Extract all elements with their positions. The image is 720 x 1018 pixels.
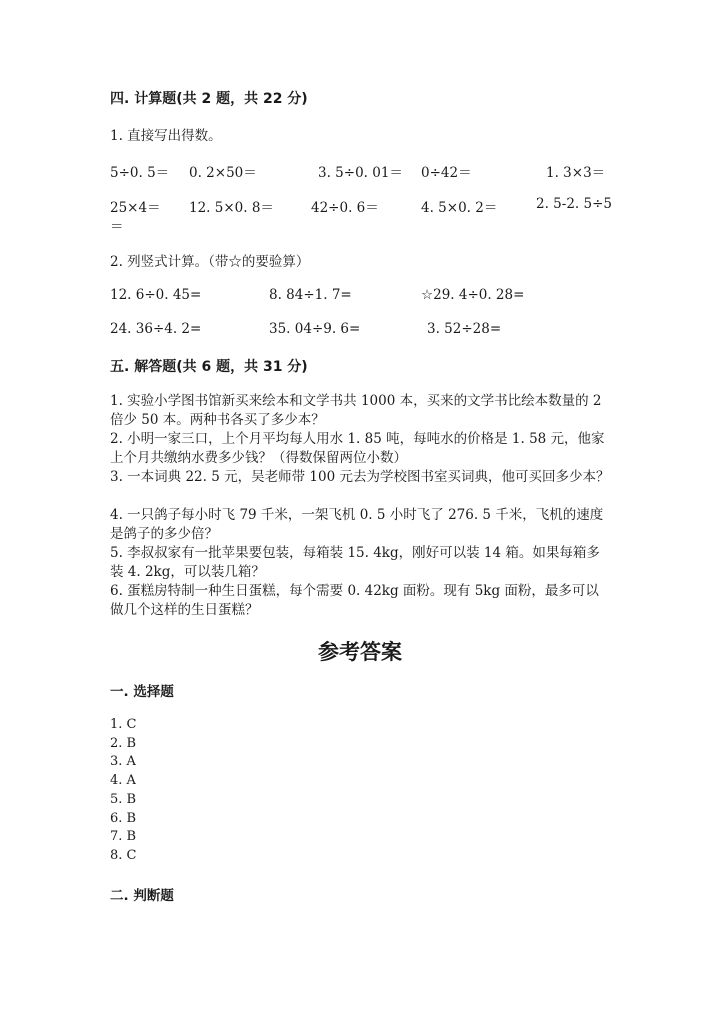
calc-item: 12. 5×0. 8＝ <box>189 200 274 216</box>
problem-item: 2. 小明一家三口，上个月平均每人用水 1. 85 吨，每吨水的价格是 1. 58 元，他家上个月共缴纳水费多少钱？（得数保留两位小数） <box>110 431 605 466</box>
calc-item: 35. 04÷9. 6= <box>269 321 361 337</box>
answer-item: 7. B <box>110 829 137 845</box>
calc-item: 24. 36÷4. 2= <box>110 321 202 337</box>
calc-item: 0. 2×50＝ <box>189 165 257 181</box>
calc-item: ☆29. 4÷0. 28= <box>421 287 525 303</box>
calc-item-wrap: ＝ <box>110 219 124 235</box>
answers-sec1-heading: 一. 选择题 <box>110 684 174 700</box>
calc-item: 3. 5÷0. 01＝ <box>318 165 403 181</box>
problem-item: 6. 蛋糕房特制一种生日蛋糕，每个需要 0. 42kg 面粉。现有 5kg 面粉，最多可以做几个这样的生日蛋糕？ <box>110 583 599 618</box>
answer-item: 2. B <box>110 735 137 751</box>
answer-item: 8. C <box>110 847 137 863</box>
calc-item: 4. 5×0. 2＝ <box>421 200 498 216</box>
calc-item: 42÷0. 6＝ <box>311 200 379 216</box>
section4-heading: 四. 计算题(共 2 题，共 22 分) <box>110 91 308 107</box>
answer-item: 4. A <box>110 773 136 789</box>
calc-item: 8. 84÷1. 7= <box>269 287 352 303</box>
answer-item: 1. C <box>110 717 137 732</box>
problem-item: 3. 一本词典 22. 5 元，吴老师带 100 元去为学校图书室买词典，他可买回多少本？ <box>110 469 610 485</box>
q2-title: 2. 列竖式计算。（带☆的要验算） <box>110 254 310 270</box>
calc-item: 25×4＝ <box>110 200 161 216</box>
calc-item: 0÷42＝ <box>421 165 472 181</box>
answer-list <box>110 716 136 866</box>
calc-item: 2. 5-2. 5÷5 <box>536 196 612 212</box>
calc-item: 1. 3×3＝ <box>546 165 606 181</box>
answers-sec2-heading: 二. 判断题 <box>110 888 174 904</box>
answer-item: 5. B <box>110 791 137 807</box>
answers-title: 参考答案 <box>318 640 402 664</box>
answer-item: 6. B <box>110 810 137 826</box>
problem-item: 1. 实验小学图书馆新买来绘本和文学书共 1000 本，买来的文学书比绘本数量的 2 倍少 50 本。两种书各买了多少本？ <box>110 393 602 428</box>
q1-title: 1. 直接写出得数。 <box>110 128 222 144</box>
calc-item: 3. 52÷28= <box>427 321 502 337</box>
calc-item: 12. 6÷0. 45= <box>110 287 202 303</box>
section5-heading: 五. 解答题(共 6 题，共 31 分) <box>110 359 308 375</box>
problem-item: 4. 一只鸽子每小时飞 79 千米，一架飞机 0. 5 小时飞了 276. 5 千米，飞机的速度是鸽子的多少倍？ <box>110 507 604 542</box>
problem-item: 5. 李叔叔家有一批苹果要包装，每箱装 15. 4kg，刚好可以装 14 箱。如果每箱多装 4. 2kg，可以装几箱？ <box>110 545 600 580</box>
answer-item: 3. A <box>110 754 136 770</box>
calc-item: 5÷0. 5＝ <box>110 165 170 181</box>
